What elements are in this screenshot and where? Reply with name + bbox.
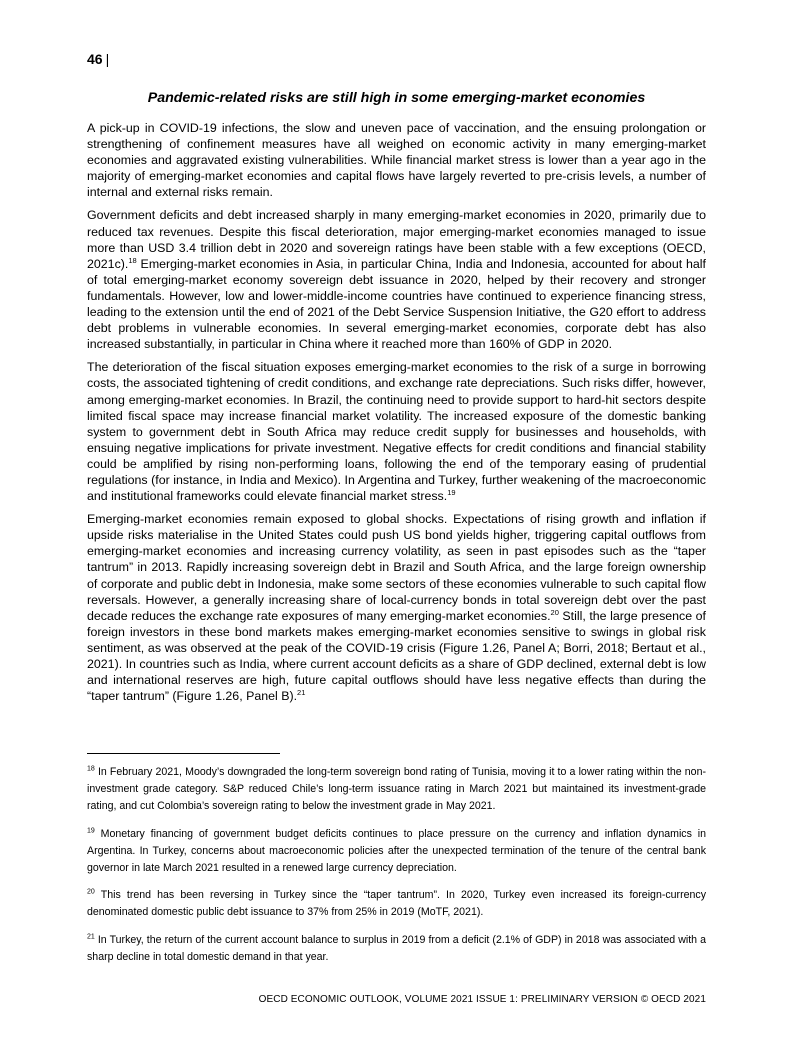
footnote-21-number: 21 — [87, 933, 95, 941]
footnote-19-number: 19 — [87, 827, 95, 835]
paragraph-2-text-b: Emerging-market economies in Asia, in particular China, India and Indonesia, accounted for about half of total emerging-market economy sovereign debt issuance in 2020, helped by their recovery and stronger fundamentals. However, low and lower-middle-income countries have continued to experience financing stress, leading to the extension until the end of 2021 of the Debt Service Suspension Initiative, the G20 effort to address debt problems in vulnerable economies. In several emerging-market economies, corporate debt has also increased substantially, in particular in China where it reached more than 160% of GDP in 2020. — [87, 256, 706, 352]
footnote-18 — [87, 764, 706, 816]
page-number-value: 46 — [87, 51, 103, 67]
paragraph-2 — [87, 207, 706, 352]
footnote-19-text: Monetary financing of government budget deficits continues to place pressure on the currency and inflation dynamics in Argentina. In Turkey, concerns about macroeconomic policies after the unexpected termination of the tenure of the central bank governor in late March 2021 resulted in a renewed large currency depreciation. — [87, 827, 706, 875]
page-number — [87, 51, 109, 68]
paragraph-3-text: The deterioration of the fiscal situation exposes emerging-market economies to the risk of a surge in borrowing costs, the associated tightening of credit conditions, and exchange rate depreciations. Such risks differ, however, among emerging-market economies. In Brazil, the continuing need to provide support to hard-hit sectors despite limited fiscal space may increase financial market volatility. The increased exposure of the domestic banking system to government debt in South Africa may reduce credit supply for businesses and households, with ensuing negative implications for private investment. Negative effects for credit conditions and financial stability could be amplified by rising non-performing loans, following the end of the temporary easing of prudential regulations (for instance, in India and Mexico). In Argentina and Turkey, further weakening of the macroeconomic and institutional frameworks could elevate financial market stress. — [87, 360, 706, 504]
footnote-21 — [87, 932, 706, 966]
paragraph-4-text-a: Emerging-market economies remain exposed to global shocks. Expectations of rising growth and inflation if upside risks materialise in the United States could push US bond yields higher, triggering capital outflows from emerging-market economies and increasing currency volatility, as seen in past episodes such as the “taper tantrum” in 2013. Rapidly increasing sovereign debt in Brazil and South Africa, and the large foreign ownership of corporate and public debt in Indonesia, make some sectors of these economies vulnerable to such capital flow reversals. However, a generally increasing share of local-currency bonds in total sovereign debt over the past decade reduces the exchange rate exposures of many emerging-market economies. — [87, 512, 706, 623]
paragraph-4 — [87, 511, 706, 704]
paragraph-4-text-b: Still, the large presence of foreign investors in these bond markets makes emerging-market economies sensitive to swings in global risk sentiment, as was observed at the peak of the COVID-19 crisis (Figure 1.26, Panel A; Borri, 2018; Bertaut et al., 2021). In countries such as India, where current account deficits as a share of GDP declined, external debt is low and international reserves are high, future capital outflows should have less negative effects than during the “taper tantrum” (Figure 1.26, Panel B). — [87, 608, 706, 704]
footnote-21-text: In Turkey, the return of the current account balance to surplus in 2019 from a deficit (2.1% of GDP) in 2018 was associated with a sharp decline in total domestic demand in that year. — [87, 933, 706, 963]
footnote-divider — [87, 753, 280, 754]
footnote-20 — [87, 887, 706, 921]
paragraph-1-text: A pick-up in COVID-19 infections, the slow and uneven pace of vaccination, and the ensuing prolongation or strengthening of confinement measures have all weighed on economic activity in many emerging-market economies and aggravated existing vulnerabilities. While financial market stress is lower than a year ago in the majority of emerging-market economies and capital flows have largely reverted to pre-crisis levels, a number of internal and external risks remain. — [87, 121, 706, 200]
footnote-18-number: 18 — [87, 765, 95, 773]
footnote-ref-18: 18 — [128, 255, 137, 265]
footnote-20-number: 20 — [87, 888, 95, 896]
paragraph-2-text-a: Government deficits and debt increased sharply in many emerging-market economies in 2020, primarily due to reduced tax revenues. Despite this fiscal deterioration, major emerging-market economies managed to issue more than USD 3.4 trillion debt in 2020 and sovereign ratings have been stable with a few exceptions (OECD, 2021c). — [87, 208, 706, 271]
footnote-ref-20: 20 — [550, 607, 559, 617]
footnotes — [87, 764, 706, 976]
page-footer: OECD ECONOMIC OUTLOOK, VOLUME 2021 ISSUE 1: PRELIMINARY VERSION © OECD 2021 — [258, 994, 706, 1005]
page-number-separator: | — [105, 51, 110, 67]
paragraph-1 — [87, 120, 706, 200]
footnote-20-text: This trend has been reversing in Turkey since the “taper tantrum”. In 2020, Turkey even increased its foreign-currency denominated domestic public debt issuance to 37% from 25% in 2019 (MoTF, 2021). — [87, 889, 706, 919]
footnote-18-text: In February 2021, Moody’s downgraded the long-term sovereign bond rating of Tunisia, moving it to a lower rating within the non-investment grade category. S&P reduced Chile’s long-term issuance rating in March 2021 but maintained its investment-grade rating, and cut Colombia’s sovereign rating to below the investment grade in May 2021. — [87, 766, 706, 813]
box-title: Pandemic-related risks are still high in some emerging-market economies — [147, 90, 646, 106]
footnote-ref-21: 21 — [297, 688, 306, 698]
footnote-19 — [87, 826, 706, 878]
footnote-ref-19: 19 — [447, 487, 456, 497]
paragraph-3 — [87, 359, 706, 504]
body-text — [87, 120, 706, 711]
